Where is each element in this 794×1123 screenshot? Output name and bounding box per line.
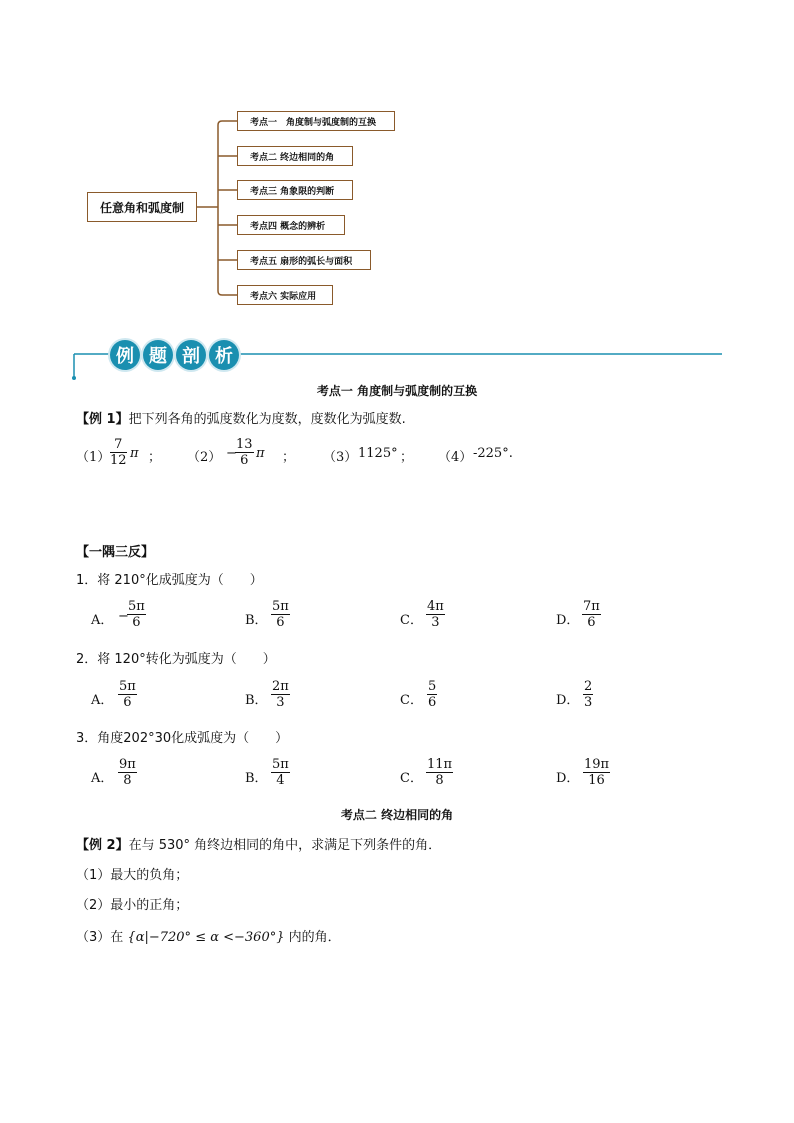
example-1-text: 把下列各角的弧度数化为度数，度数化为弧度数. [128, 412, 406, 427]
q2-c-label: C． [400, 693, 423, 708]
example-2-line-2: （2）最小的正角； [76, 898, 189, 913]
q2-c-fraction: 5 6 [428, 679, 437, 710]
mindmap-node-4: 考点四 概念的辨析 [237, 215, 345, 235]
q3-stem: 3．角度202°30化成弧度为（ ） [76, 731, 289, 746]
example-2-tag: 【例 2】 [76, 838, 129, 853]
q3-b-fraction: 5π 4 [272, 757, 289, 788]
ex1-item2-fraction: 13 6 [236, 437, 253, 468]
example-1-statement [76, 408, 406, 427]
q3-a-fraction: 9π 8 [119, 757, 136, 788]
section-title-1: 考点一 角度制与弧度制的互换 [316, 384, 478, 398]
ex1-item3-label: （3） [323, 450, 358, 465]
q1-c-label: C． [400, 613, 423, 628]
q1-a-sign: − [118, 609, 129, 624]
q1-d-label: D． [556, 613, 580, 628]
q2-stem: 2．将 120°转化为弧度为（ ） [76, 652, 276, 667]
q3-a-label: A． [91, 771, 114, 786]
ex1-item1-pi: π [130, 446, 139, 461]
q1-d-fraction: 7π 6 [583, 599, 600, 630]
q2-a-fraction: 5π 6 [119, 679, 136, 710]
mindmap-root: 任意角和弧度制 [87, 192, 197, 222]
q1-a-fraction: 5π 6 [128, 599, 145, 630]
example-2-text: 在与 530° 角终边相同的角中，求满足下列条件的角． [128, 838, 442, 853]
q1-stem: 1．将 210°化成弧度为（ ） [76, 573, 263, 588]
example-2-set-expression: {α|−720° ≤ α <−360°} [127, 930, 285, 945]
q3-b-label: B． [245, 771, 268, 786]
mindmap-node-1: 考点一 角度制与弧度制的互换 [237, 111, 395, 131]
example-2-line-3 [76, 926, 341, 945]
q1-a-label: A． [91, 613, 114, 628]
example-2-line-1: （1）最大的负角； [76, 868, 189, 883]
q2-a-label: A． [91, 693, 114, 708]
mindmap-node-6: 考点六 实际应用 [237, 285, 333, 305]
ex1-item3-sep: ； [400, 450, 414, 465]
mindmap-connectors [0, 0, 794, 330]
mindmap-node-2: 考点二 终边相同的角 [237, 146, 353, 166]
q2-b-fraction: 2π 3 [272, 679, 289, 710]
ex1-item2-sep: ； [282, 450, 296, 465]
ex1-item2-label: （2） [187, 450, 222, 465]
example-2-statement [76, 834, 441, 853]
mindmap-node-3: 考点三 角象限的判断 [237, 180, 353, 200]
example-2-line-3-suffix: 内的角． [288, 930, 341, 945]
ex1-item3-value: 1125° [358, 446, 398, 461]
ex1-item1-label: （1） [76, 450, 111, 465]
banner-char-1: 例 [110, 340, 140, 370]
q3-c-label: C． [400, 771, 423, 786]
q1-b-label: B． [245, 613, 268, 628]
section-title-2: 考点二 终边相同的角 [340, 808, 454, 822]
ex1-item2-sign: − [226, 446, 237, 461]
q2-d-label: D． [556, 693, 580, 708]
q3-c-fraction: 11π 8 [427, 757, 453, 788]
example-2-line-3-prefix: （3）在 [76, 930, 124, 945]
q3-d-label: D． [556, 771, 580, 786]
q3-d-fraction: 19π 16 [584, 757, 610, 788]
q1-b-fraction: 5π 6 [272, 599, 289, 630]
banner-char-3: 剖 [176, 340, 206, 370]
practice-title: 【一隅三反】 [76, 545, 155, 560]
example-1-tag: 【例 1】 [76, 412, 129, 427]
ex1-item4-label: （4） [438, 450, 473, 465]
banner-char-2: 题 [143, 340, 173, 370]
ex1-item1-sep: ； [148, 450, 162, 465]
ex1-item4-value: -225°. [473, 446, 513, 461]
q2-d-fraction: 2 3 [584, 679, 593, 710]
ex1-item2-pi: π [256, 446, 265, 461]
ex1-item1-fraction: 7 12 [110, 437, 127, 468]
q1-c-fraction: 4π 3 [427, 599, 444, 630]
banner-char-4: 析 [209, 340, 239, 370]
mindmap-node-5: 考点五 扇形的弧长与面积 [237, 250, 371, 270]
q2-b-label: B． [245, 693, 268, 708]
